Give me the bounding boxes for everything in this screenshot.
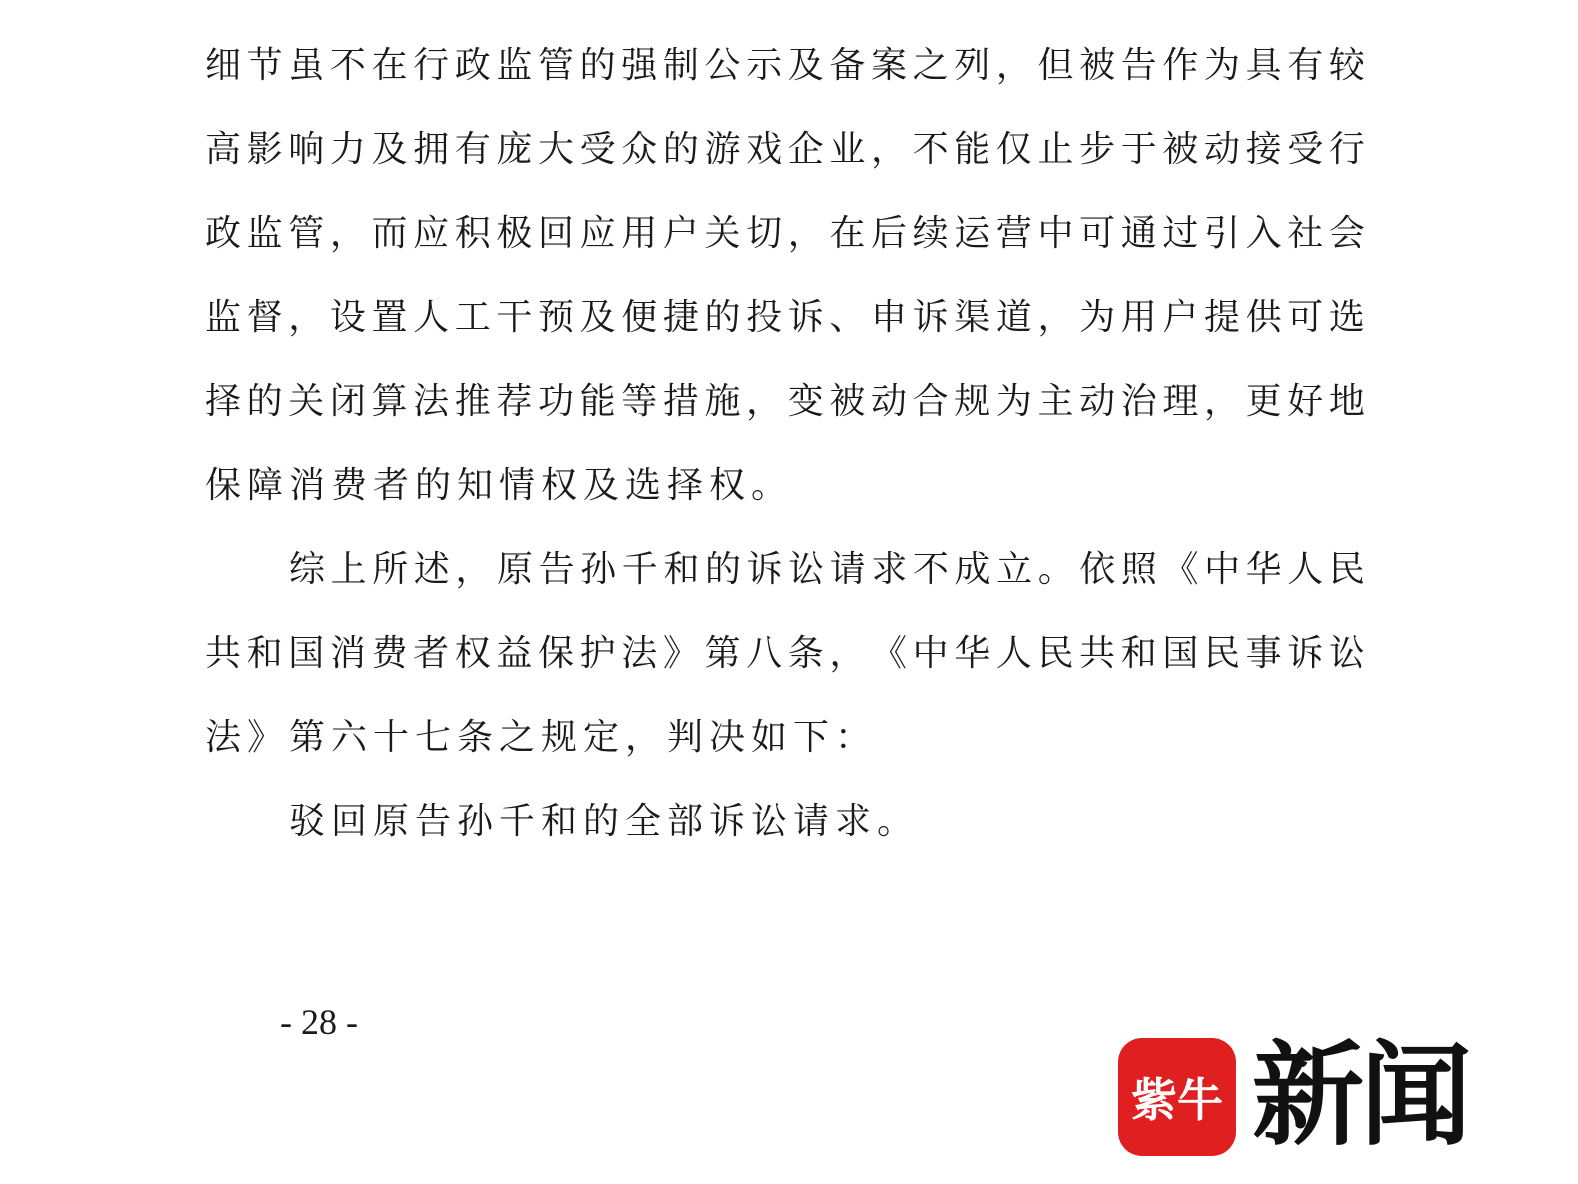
paragraph-line: 政 监 管 ， 而 应 积 极 回 应 用 户 关 切 ， 在 后 续 运 营 中 可 通 过 引 入 社 会 <box>205 213 1365 254</box>
paragraph-line: 细 节 虽 不 在 行 政 监 管 的 强 制 公 示 及 备 案 之 列 ， 但 被 告 作 为 具 有 较 <box>205 45 1365 86</box>
logo-text: 新闻 <box>1252 1030 1468 1161</box>
paragraph-line: 保障消费者的知情权及选择权。 <box>205 465 794 506</box>
paragraph-line: 法》第六十七条之规定，判决如下： <box>205 717 878 758</box>
watermark-logo <box>1118 1030 1488 1161</box>
paragraph-line: 监 督 ， 设 置 人 工 干 预 及 便 捷 的 投 诉 、 申 诉 渠 道 ， 为 用 户 提 供 可 选 <box>205 297 1365 338</box>
paragraph-line: 高 影 响 力 及 拥 有 庞 大 受 众 的 游 戏 企 业 ， 不 能 仅 止 步 于 被 动 接 受 行 <box>205 129 1365 170</box>
paragraph-line: 共 和 国 消 费 者 权 益 保 护 法 》 第 八 条 ， 《 中 华 人 民 共 和 国 民 事 诉 讼 <box>205 633 1365 674</box>
logo-badge <box>1118 1038 1236 1156</box>
paragraph-line: 综 上 所 述 ， 原 告 孙 千 和 的 诉 讼 请 求 不 成 立 。 依 照 《 中 华 人 民 <box>289 549 1365 590</box>
page-number: - 28 - <box>280 1002 358 1042</box>
paragraph-line: 择 的 关 闭 算 法 推 荐 功 能 等 措 施 ， 变 被 动 合 规 为 主 动 治 理 ， 更 好 地 <box>205 381 1365 422</box>
paragraph-line: 驳回原告孙千和的全部诉讼请求。 <box>289 801 920 842</box>
logo-badge-icon <box>1118 1038 1236 1156</box>
logo-badge-text: 紫牛 <box>1131 1073 1223 1127</box>
